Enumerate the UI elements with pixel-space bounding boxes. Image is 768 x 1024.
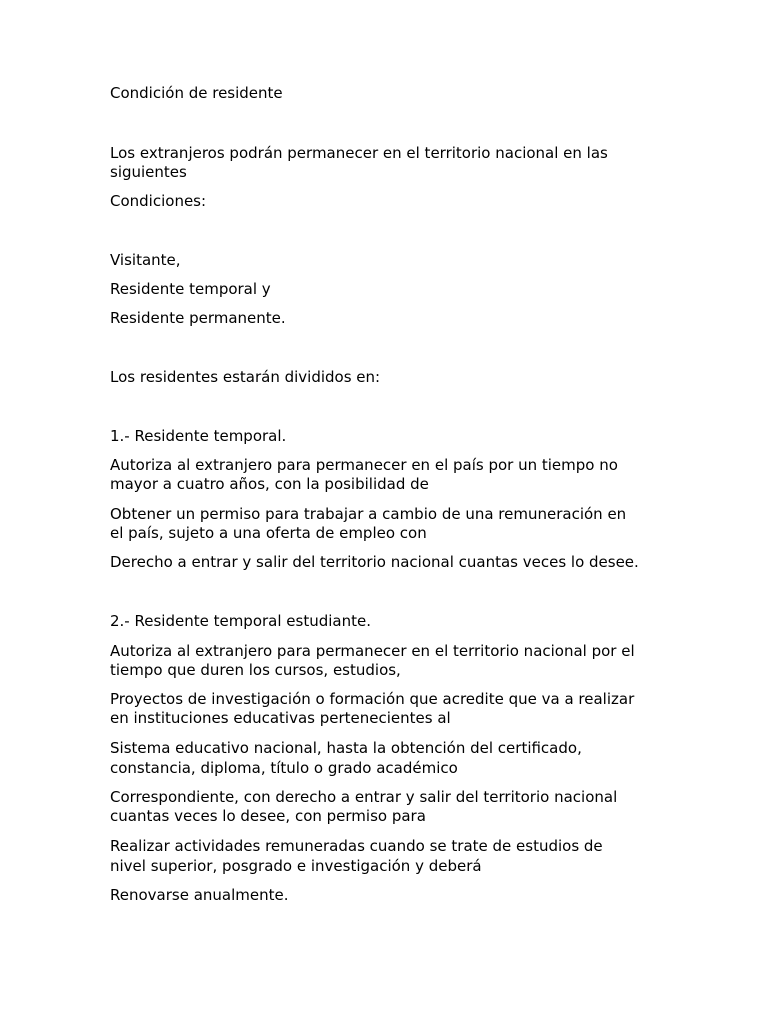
section-heading: 2.- Residente temporal estudiante. bbox=[110, 612, 371, 630]
intro-line: siguientes bbox=[110, 163, 187, 181]
condition-item: Residente temporal y bbox=[110, 280, 271, 298]
paragraph-line: Proyectos de investigación o formación que acredite que va a realizar bbox=[110, 690, 635, 708]
intro-line: Los extranjeros podrán permanecer en el territorio nacional en las bbox=[110, 144, 608, 162]
paragraph-line: mayor a cuatro años, con la posibilidad de bbox=[110, 475, 429, 493]
paragraph-line: Obtener un permiso para trabajar a cambio de una remuneración en bbox=[110, 505, 627, 523]
condition-item: Residente permanente. bbox=[110, 309, 286, 327]
division-intro: Los residentes estarán divididos en: bbox=[110, 368, 381, 386]
paragraph-line: Autoriza al extranjero para permanecer en el territorio nacional por el bbox=[110, 642, 635, 660]
paragraph-line: cuantas veces lo desee, con permiso para bbox=[110, 807, 426, 825]
paragraph-line: en instituciones educativas pertenecientes al bbox=[110, 709, 451, 727]
paragraph-line: nivel superior, posgrado e investigación y deberá bbox=[110, 857, 482, 875]
intro-line: Condiciones: bbox=[110, 192, 207, 210]
section-heading: 1.- Residente temporal. bbox=[110, 427, 287, 445]
paragraph-line: Autoriza al extranjero para permanecer en el país por un tiempo no bbox=[110, 456, 618, 474]
paragraph-line: constancia, diploma, título o grado académico bbox=[110, 759, 458, 777]
paragraph-line: Correspondiente, con derecho a entrar y salir del territorio nacional bbox=[110, 788, 618, 806]
paragraph-line: Renovarse anualmente. bbox=[110, 886, 289, 904]
paragraph-line: el país, sujeto a una oferta de empleo con bbox=[110, 524, 427, 542]
condition-item: Visitante, bbox=[110, 251, 181, 269]
document-title: Condición de residente bbox=[110, 84, 283, 102]
paragraph-line: Derecho a entrar y salir del territorio nacional cuantas veces lo desee. bbox=[110, 553, 639, 571]
paragraph-line: Sistema educativo nacional, hasta la obtención del certificado, bbox=[110, 739, 582, 757]
paragraph-line: tiempo que duren los cursos, estudios, bbox=[110, 661, 401, 679]
paragraph-line: Realizar actividades remuneradas cuando se trate de estudios de bbox=[110, 837, 603, 855]
